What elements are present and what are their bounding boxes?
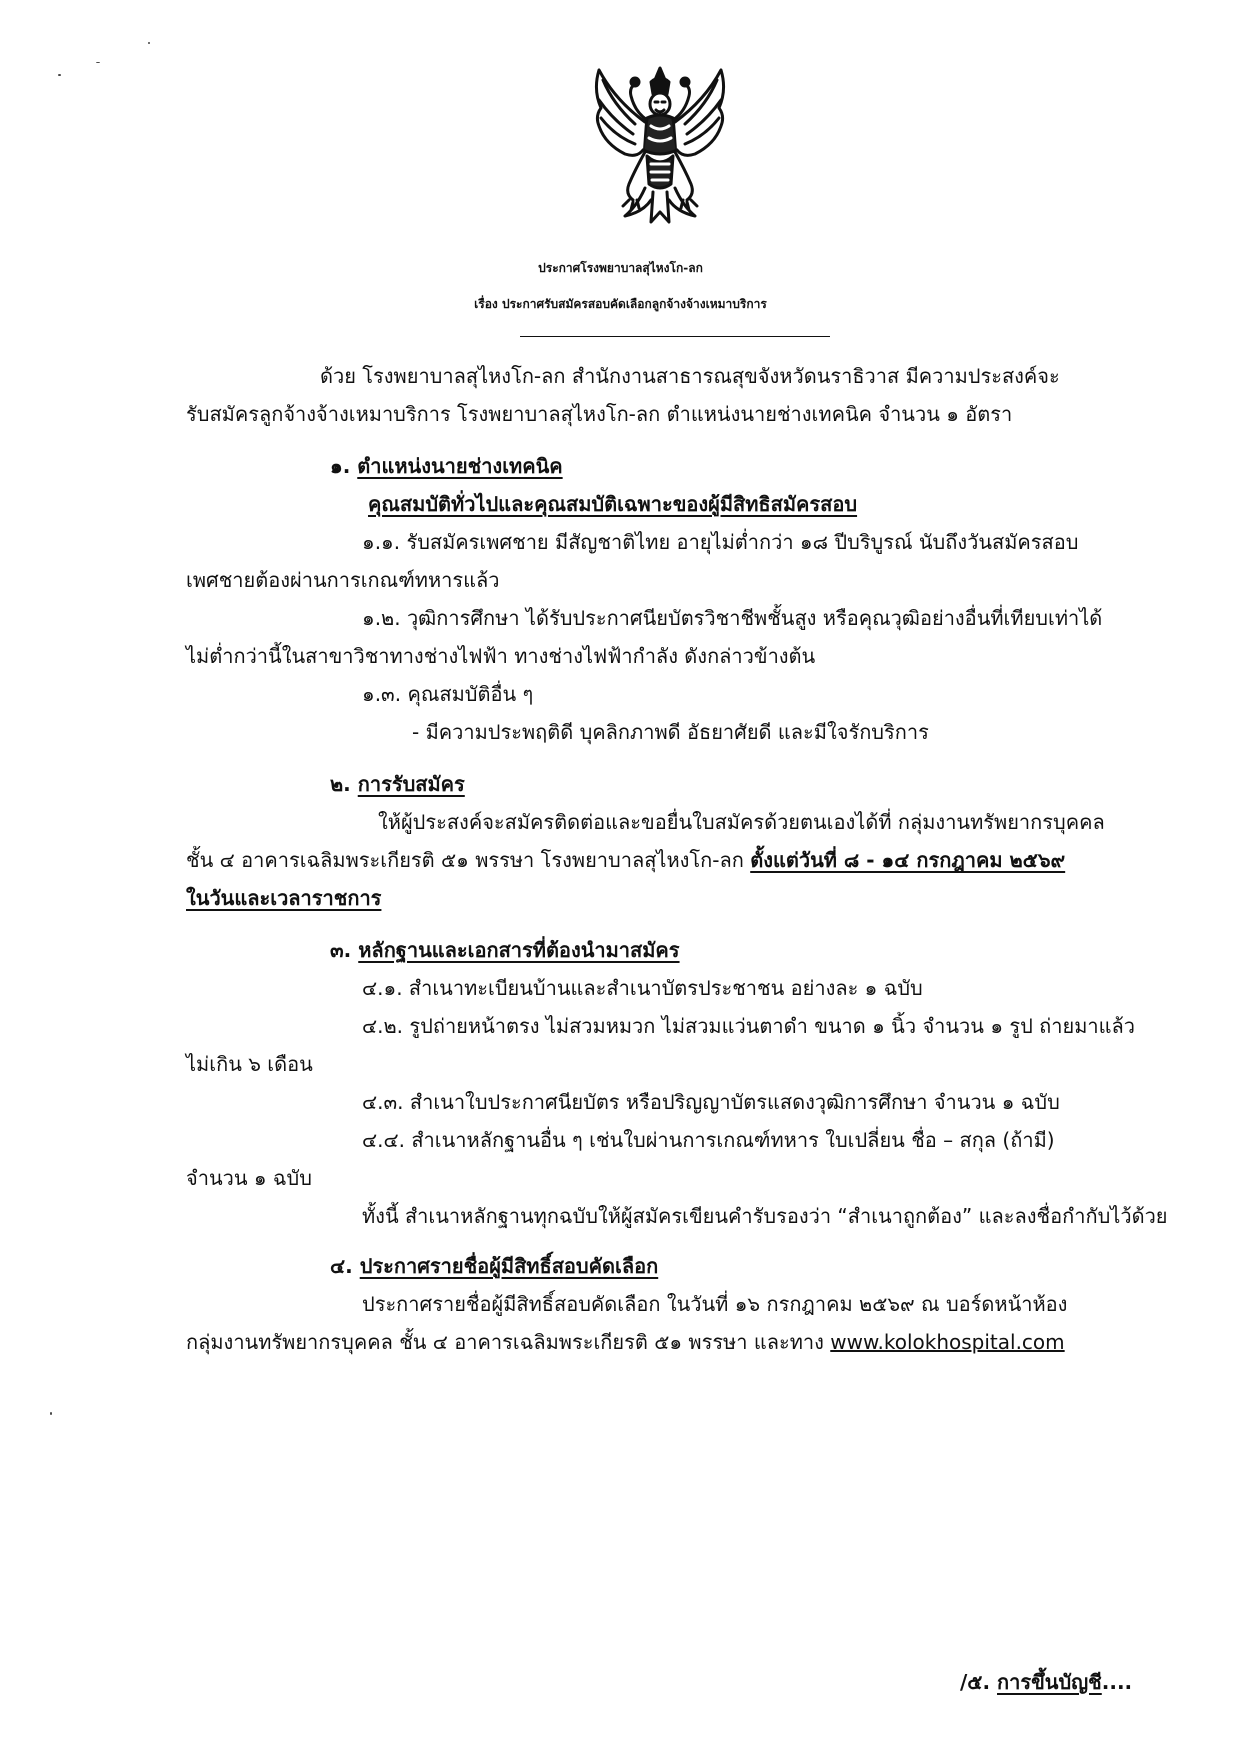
- section-3-item-2: ๔.๒. รูปถ่ายหน้าตรง ไม่สวมหมวก ไม่สวมแว่นตาดำ ขนาด ๑ นิ้ว จำนวน ๑ รูป ถ่ายมาแล้ว: [362, 1014, 1136, 1038]
- office-hours: ในวันและเวลาราชการ: [186, 886, 382, 910]
- continuation-text: การขึ้นบัญชี: [997, 1670, 1102, 1694]
- header-divider: [520, 336, 830, 337]
- section-3-title: หลักฐานและเอกสารที่ต้องนำมาสมัคร: [358, 938, 680, 962]
- section-1-item-1-cont: เพศชายต้องผ่านการเกณฑ์ทหารแล้ว: [186, 568, 500, 592]
- section-2-number: ๒.: [330, 772, 351, 796]
- continuation-dots: ....: [1101, 1670, 1133, 1694]
- section-2-title: การรับสมัคร: [357, 772, 465, 796]
- section-3-item-4-cont: จำนวน ๑ ฉบับ: [186, 1166, 312, 1190]
- scan-speck: [50, 1412, 52, 1415]
- section-3-heading: [330, 936, 680, 964]
- section-3-item-2-cont: ไม่เกิน ๖ เดือน: [186, 1052, 313, 1076]
- section-1-item-2: ๑.๒. วุฒิการศึกษา ได้รับประกาศนียบัตรวิชาชีพชั้นสูง หรือคุณวุฒิอย่างอื่นที่เทียบเท่าได้: [362, 606, 1103, 630]
- section-4-heading: [330, 1252, 658, 1280]
- section-3-note: ทั้งนี้ สำเนาหลักฐานทุกฉบับให้ผู้สมัครเขียนคำรับรองว่า “สำเนาถูกต้อง” และลงชื่อกำกับไว้ด้วย: [362, 1204, 1168, 1228]
- scan-speck: [58, 74, 61, 76]
- section-3-item-3: ๔.๓. สำเนาใบประกาศนียบัตร หรือปริญญาบัตรแสดงวุฒิการศึกษา จำนวน ๑ ฉบับ: [362, 1090, 1060, 1114]
- section-4-title: ประกาศรายชื่อผู้มีสิทธิ์สอบคัดเลือก: [359, 1254, 659, 1278]
- section-2-line-2: [186, 846, 1065, 874]
- section-2-heading: [330, 770, 465, 798]
- scan-speck: [96, 62, 100, 63]
- application-dates: ตั้งแต่วันที่ ๘ - ๑๔ กรกฎาคม ๒๕๖๙: [750, 848, 1066, 872]
- scan-speck: [148, 42, 150, 44]
- section-1-subheading: คุณสมบัติทั่วไปและคุณสมบัติเฉพาะของผู้มีสิทธิสมัครสอบ: [368, 492, 858, 516]
- section-1-item-1: ๑.๑. รับสมัครเพศชาย มีสัญชาติไทย อายุไม่ต่ำกว่า ๑๘ ปีบริบูรณ์ นับถึงวันสมัครสอบ: [362, 530, 1079, 554]
- section-3-item-4: ๔.๔. สำเนาหลักฐานอื่น ๆ เช่นใบผ่านการเกณฑ์ทหาร ใบเปลี่ยน ชื่อ – สกุล (ถ้ามี): [362, 1128, 1055, 1152]
- section-1-item-3: ๑.๓. คุณสมบัติอื่น ๆ: [362, 682, 534, 706]
- section-1-number: ๑.: [330, 454, 351, 478]
- section-1-item-2-cont: ไม่ต่ำกว่านี้ในสาขาวิชาทางช่างไฟฟ้า ทางช่างไฟฟ้ากำลัง ดังกล่าวข้างต้น: [186, 644, 816, 668]
- section-4-number: ๔.: [330, 1254, 353, 1278]
- section-2-line-1: ให้ผู้ประสงค์จะสมัครติดต่อและขอยื่นใบสมัครด้วยตนเองได้ที่ กลุ่มงานทรัพยากรบุคคล: [378, 810, 1105, 834]
- document-subject: เรื่อง ประกาศรับสมัครสอบคัดเลือกลูกจ้างจ้างเหมาบริการ: [474, 297, 767, 311]
- section-4-line-2-text: กลุ่มงานทรัพยากรบุคคล ชั้น ๔ อาคารเฉลิมพระเกียรติ ๕๑ พรรษา และทาง: [186, 1330, 831, 1354]
- section-1-item-3-bullet: - มีความประพฤติดี บุคลิกภาพดี อัธยาศัยดี และมีใจรักบริการ: [412, 720, 929, 744]
- continuation-prefix: /๕.: [960, 1670, 998, 1694]
- section-1-heading: [330, 452, 563, 480]
- intro-line-2: รับสมัครลูกจ้างจ้างเหมาบริการ โรงพยาบาลสุไหงโก-ลก ตำแหน่งนายช่างเทคนิค จำนวน ๑ อัตรา: [186, 402, 1013, 426]
- section-4-line-1: ประกาศรายชื่อผู้มีสิทธิ์สอบคัดเลือก ในวันที่ ๑๖ กรกฎาคม ๒๕๖๙ ณ บอร์ดหน้าห้อง: [362, 1292, 1068, 1316]
- page-continuation: [960, 1668, 1132, 1696]
- section-2-line-2-text: ชั้น ๔ อาคารเฉลิมพระเกียรติ ๕๑ พรรษา โรงพยาบาลสุไหงโก-ลก: [186, 848, 751, 872]
- hospital-website-link[interactable]: www.kolokhospital.com: [830, 1330, 1065, 1354]
- section-4-line-2: [186, 1328, 1065, 1356]
- document-title: ประกาศโรงพยาบาลสุไหงโก-ลก: [538, 261, 703, 275]
- garuda-emblem-icon: [585, 60, 735, 230]
- section-3-number: ๓.: [330, 938, 352, 962]
- section-3-item-1: ๔.๑. สำเนาทะเบียนบ้านและสำเนาบัตรประชาชน อย่างละ ๑ ฉบับ: [362, 976, 923, 1000]
- intro-line-1: ด้วย โรงพยาบาลสุไหงโก-ลก สำนักงานสาธารณสุขจังหวัดนราธิวาส มีความประสงค์จะ: [320, 364, 1060, 388]
- section-1-title: ตำแหน่งนายช่างเทคนิค: [357, 454, 563, 478]
